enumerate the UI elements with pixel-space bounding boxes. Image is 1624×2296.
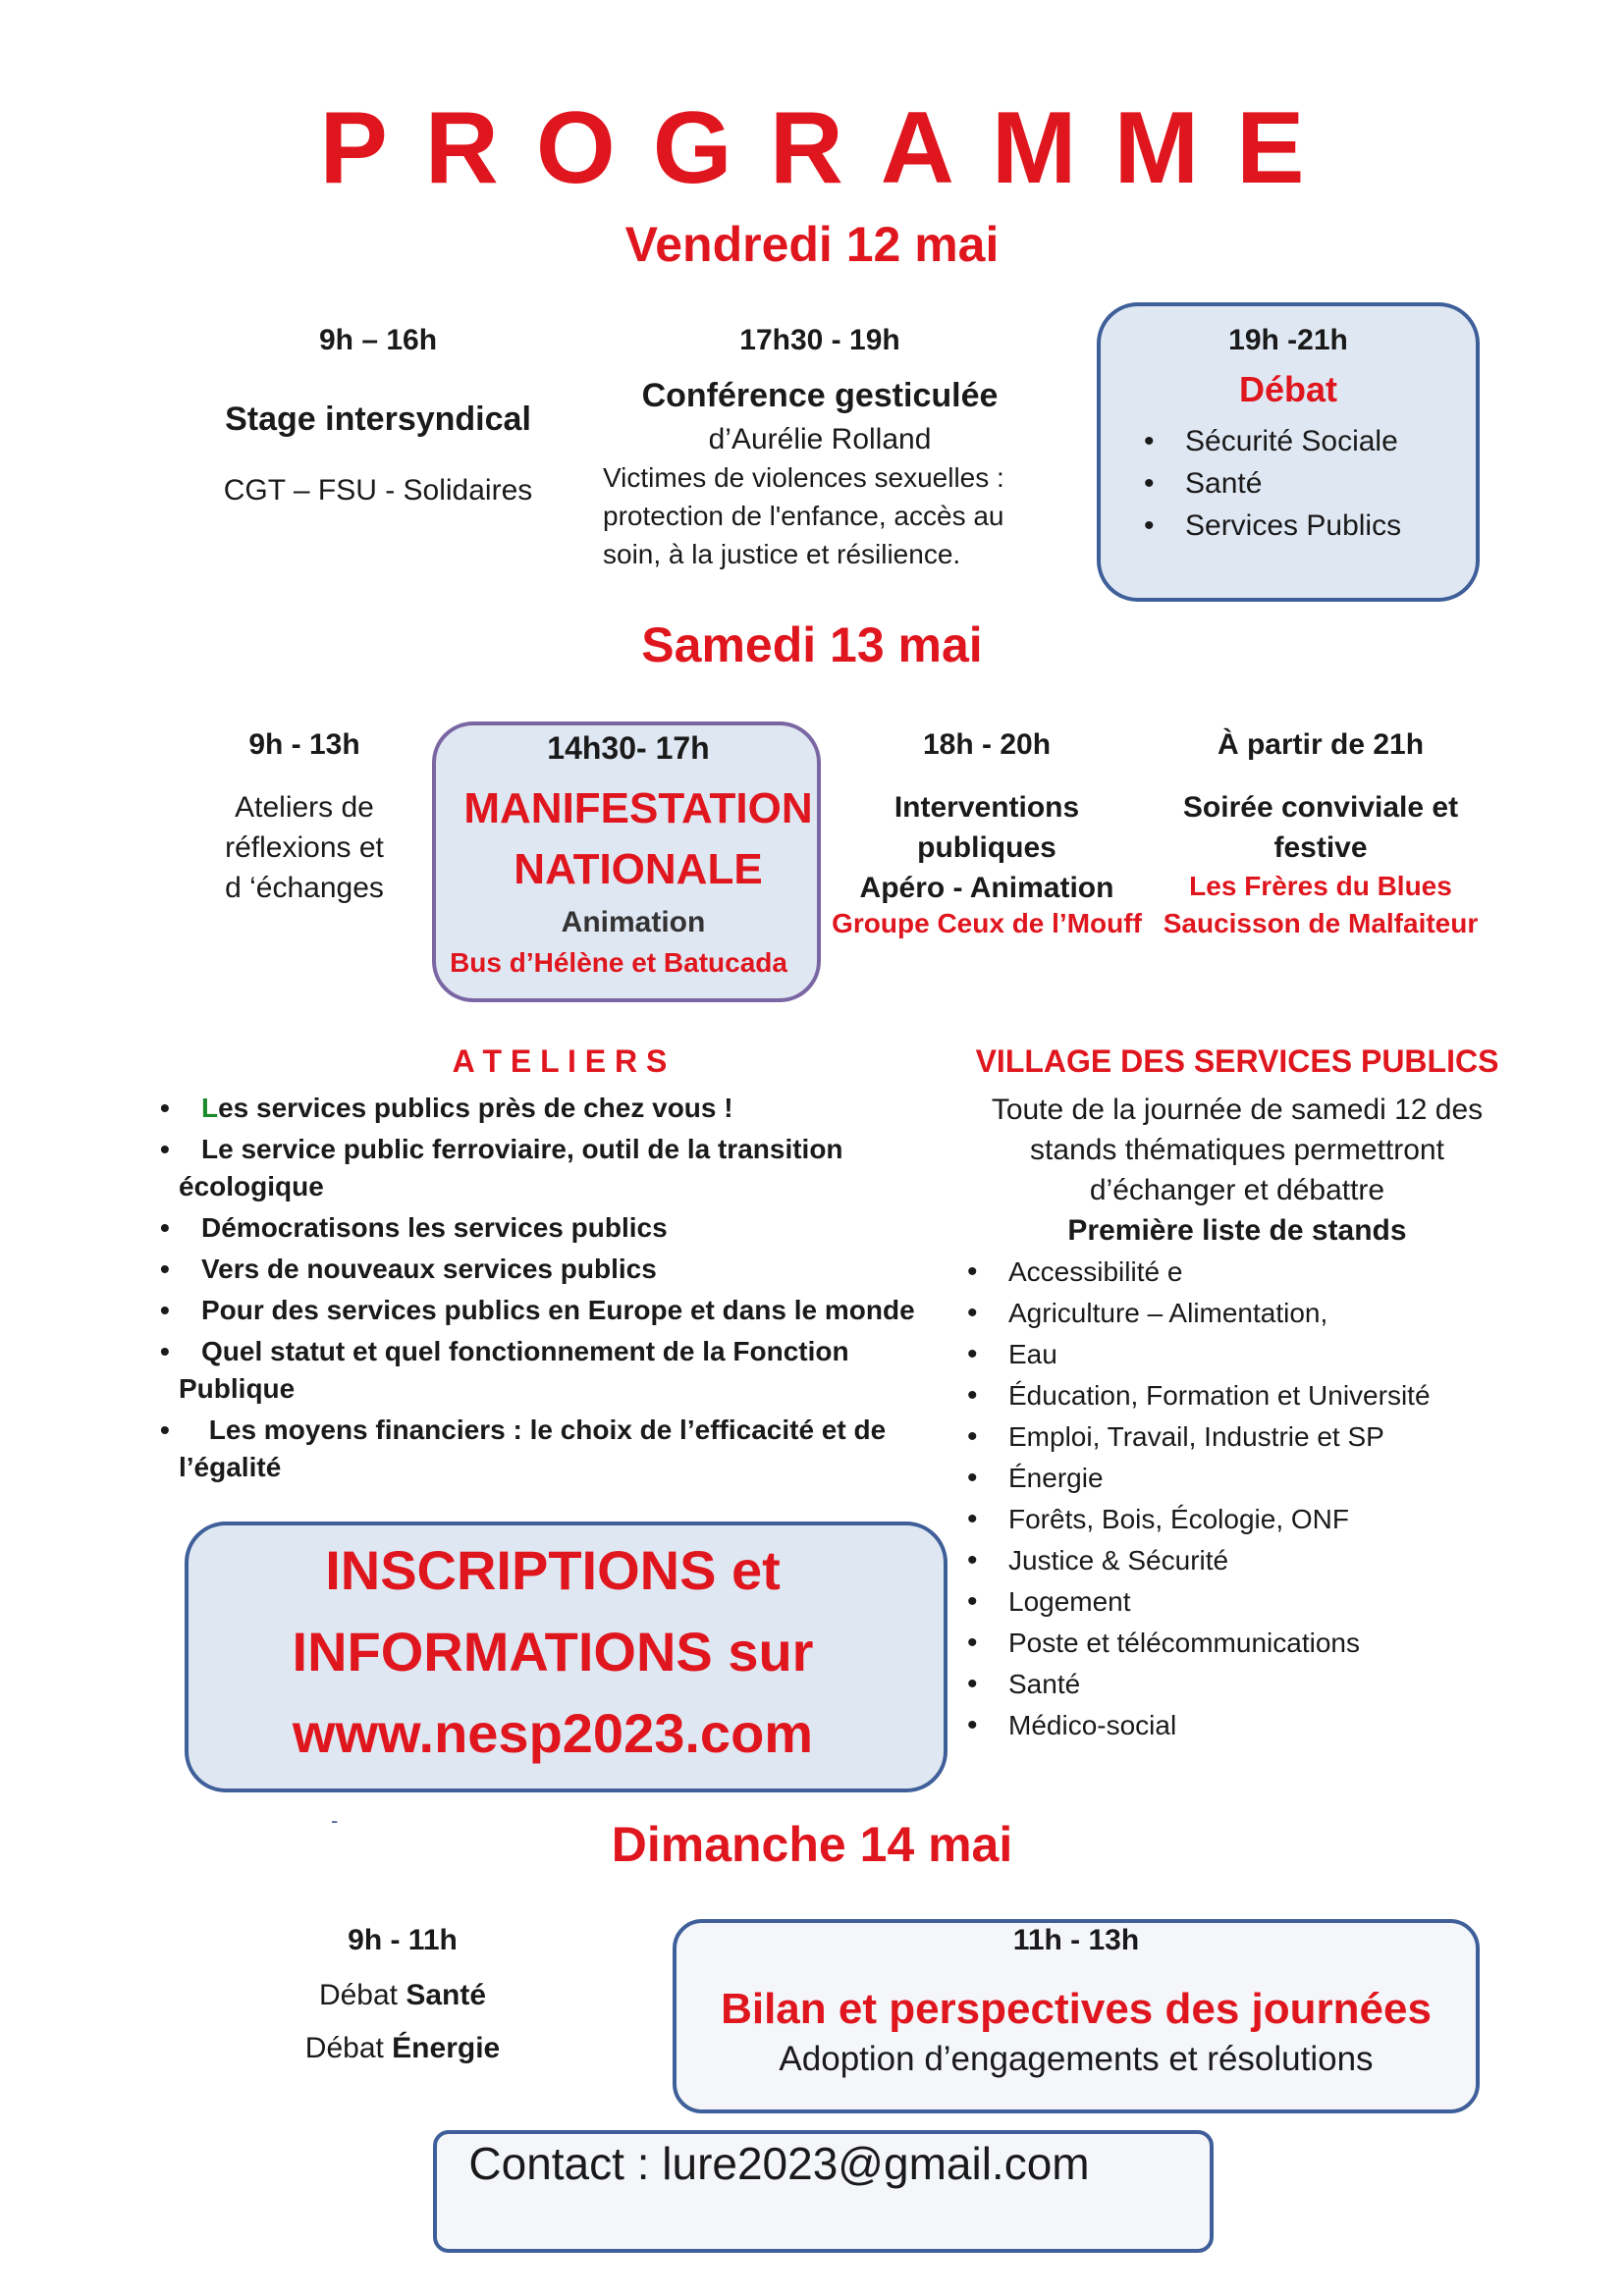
debate-prefix: Débat bbox=[318, 1979, 406, 2011]
atelier-text: Le service public ferroviaire, outil de la transition bbox=[201, 1134, 843, 1164]
soiree-detail: Les Frères du Blues bbox=[1189, 871, 1452, 901]
list-item: • Santé bbox=[1185, 462, 1401, 505]
friday-conf-desc-line: Victimes de violences sexuelles : bbox=[603, 462, 1004, 493]
friday-col-debate bbox=[1097, 324, 1480, 410]
list-item: • Eau bbox=[1008, 1334, 1431, 1375]
friday-debate-title: Débat bbox=[1238, 369, 1338, 409]
list-item: • Sécurité Sociale bbox=[1185, 420, 1401, 462]
sunday-debates-time: 9h - 11h bbox=[348, 1924, 458, 1956]
manifestation-animation: Animation bbox=[561, 906, 706, 938]
sunday-debate-sante bbox=[265, 1979, 540, 2012]
list-item: • Vers de nouveaux services publics bbox=[201, 1251, 928, 1288]
manifestation-title-line: MANIFESTATION bbox=[463, 784, 813, 832]
page-title: PROGRAMME bbox=[319, 91, 1342, 205]
stray-dash: - bbox=[331, 1808, 339, 1833]
interventions-line: Interventions bbox=[893, 791, 1080, 824]
list-item: • Justice & Sécurité bbox=[1008, 1540, 1431, 1581]
debate-topic: Santé bbox=[406, 1979, 487, 2011]
list-item: • Pour des services publics en Europe et dans le monde bbox=[201, 1292, 928, 1329]
list-item: • Services Publics bbox=[1185, 505, 1401, 547]
friday-conf-title: Conférence gesticulée bbox=[641, 377, 999, 414]
interventions-line: Apéro - Animation bbox=[859, 872, 1114, 904]
village-list-title: Première liste de stands bbox=[1067, 1214, 1407, 1247]
sunday-heading: Dimanche 14 mai bbox=[611, 1817, 1013, 1872]
interventions-time: 18h - 20h bbox=[922, 728, 1052, 761]
village-stands-list bbox=[1008, 1252, 1431, 1746]
manifestation-title-line: NATIONALE bbox=[514, 845, 763, 893]
friday-stage-subtitle: CGT – FSU - Solidaires bbox=[223, 474, 533, 507]
friday-stage-time: 9h – 16h bbox=[318, 324, 438, 356]
bilan-subtitle: Adoption d’engagements et résolutions bbox=[779, 2040, 1374, 2078]
debate-prefix: Débat bbox=[304, 2032, 393, 2064]
saturday-ateliers-line: d ‘échanges bbox=[225, 872, 384, 904]
list-item: • Médico-social bbox=[1008, 1705, 1431, 1746]
list-item: • Démocratisons les services publics bbox=[201, 1209, 928, 1247]
list-item: • Santé bbox=[1008, 1664, 1431, 1705]
saturday-ateliers-time: 9h - 13h bbox=[248, 728, 360, 761]
atelier-text: l’égalité bbox=[179, 1452, 282, 1482]
village-intro bbox=[943, 1090, 1532, 1251]
friday-conf-desc-line: protection de l'enfance, accès au bbox=[603, 501, 1004, 531]
atelier-text: Les moyens financiers : le choix de l’efficacité et de bbox=[201, 1415, 887, 1445]
friday-stage-title: Stage intersyndical bbox=[225, 400, 531, 438]
sunday-col-debates bbox=[265, 1924, 540, 2065]
saturday-col-manifestation bbox=[432, 730, 844, 979]
sunday-debate-energie bbox=[265, 2032, 540, 2065]
list-item: • Poste et télécommunications bbox=[1008, 1623, 1431, 1664]
saturday-ateliers-line: Ateliers de bbox=[235, 791, 374, 824]
inscriptions-line: INFORMATIONS sur bbox=[292, 1621, 814, 1682]
manifestation-detail: Bus d’Hélène et Batucada bbox=[450, 947, 787, 978]
debate-topic: Énergie bbox=[392, 2032, 501, 2064]
friday-conf-description bbox=[589, 458, 1051, 573]
atelier-text: Publique bbox=[179, 1373, 296, 1404]
list-item: • Logement bbox=[1008, 1581, 1431, 1623]
atelier-text: Pour des services publics en Europe et dans le monde bbox=[201, 1295, 915, 1325]
inscriptions-line: INSCRIPTIONS et bbox=[325, 1539, 781, 1601]
list-item: • Emploi, Travail, Industrie et SP bbox=[1008, 1416, 1431, 1458]
friday-debate-time: 19h -21h bbox=[1228, 324, 1348, 356]
saturday-ateliers-line: réflexions et bbox=[225, 831, 384, 864]
list-item: • Les services publics près de chez vous ! bbox=[160, 1093, 733, 1123]
list-item: • Accessibilité e bbox=[1008, 1252, 1431, 1293]
atelier-text: écologique bbox=[179, 1171, 324, 1201]
village-intro-line: Toute de la journée de samedi 12 des bbox=[991, 1094, 1484, 1126]
ateliers-list bbox=[160, 1090, 928, 1486]
sunday-col-bilan bbox=[673, 1924, 1480, 2079]
saturday-col-soiree bbox=[1154, 728, 1488, 942]
interventions-detail: Groupe Ceux de l’Mouff bbox=[832, 908, 1142, 938]
saturday-col-ateliers bbox=[187, 728, 422, 908]
manifestation-time: 14h30- 17h bbox=[547, 730, 710, 766]
friday-conf-desc-line: soin, à la justice et résilience. bbox=[603, 539, 961, 569]
village-heading: VILLAGE DES SERVICES PUBLICS bbox=[975, 1043, 1499, 1079]
friday-heading: Vendredi 12 mai bbox=[624, 217, 1000, 272]
village-intro-line: d’échanger et débattre bbox=[1089, 1174, 1385, 1206]
atelier-initial: L bbox=[201, 1093, 219, 1123]
inscriptions-text bbox=[185, 1529, 921, 1774]
saturday-col-interventions bbox=[830, 728, 1144, 939]
list-item: • Énergie bbox=[1008, 1458, 1431, 1499]
soiree-time: À partir de 21h bbox=[1217, 728, 1425, 761]
atelier-text: es services publics près de chez vous ! bbox=[218, 1093, 733, 1123]
friday-col-stage bbox=[177, 324, 579, 507]
list-item: • Agriculture – Alimentation, bbox=[1008, 1293, 1431, 1334]
soiree-detail: Saucisson de Malfaiteur bbox=[1163, 908, 1479, 938]
list-item: • Forêts, Bois, Écologie, ONF bbox=[1008, 1499, 1431, 1540]
soiree-line: Soirée conviviale et bbox=[1182, 791, 1459, 824]
friday-col-conference bbox=[589, 324, 1051, 573]
inscriptions-website-link[interactable]: www.nesp2023.com bbox=[292, 1702, 814, 1764]
atelier-text: Démocratisons les services publics bbox=[201, 1212, 668, 1243]
ateliers-heading: A T E L I E R S bbox=[452, 1043, 668, 1079]
saturday-heading: Samedi 13 mai bbox=[641, 617, 983, 672]
friday-conf-author: d’Aurélie Rolland bbox=[708, 423, 932, 455]
friday-debate-topics bbox=[1185, 420, 1401, 547]
list-item: • Quel statut et quel fonctionnement de la Fonction Publique bbox=[201, 1333, 928, 1408]
list-item: • Le service public ferroviaire, outil de la transition écologique bbox=[201, 1131, 928, 1205]
list-item: • Les moyens financiers : le choix de l’efficacité et de l’égalité bbox=[201, 1412, 928, 1486]
bilan-time: 11h - 13h bbox=[1012, 1924, 1140, 1956]
village-intro-line: stands thématiques permettront bbox=[1030, 1134, 1444, 1166]
list-item: • Éducation, Formation et Université bbox=[1008, 1375, 1431, 1416]
friday-conf-time: 17h30 - 19h bbox=[739, 324, 900, 356]
atelier-text: Vers de nouveaux services publics bbox=[201, 1254, 657, 1284]
interventions-line: publiques bbox=[917, 831, 1056, 864]
bilan-title: Bilan et perspectives des journées bbox=[721, 1985, 1432, 2033]
contact-email[interactable]: Contact : lure2023@gmail.com bbox=[468, 2138, 1090, 2189]
soiree-line: festive bbox=[1273, 831, 1368, 864]
atelier-text: Quel statut et quel fonctionnement de la Fonction bbox=[201, 1336, 849, 1366]
